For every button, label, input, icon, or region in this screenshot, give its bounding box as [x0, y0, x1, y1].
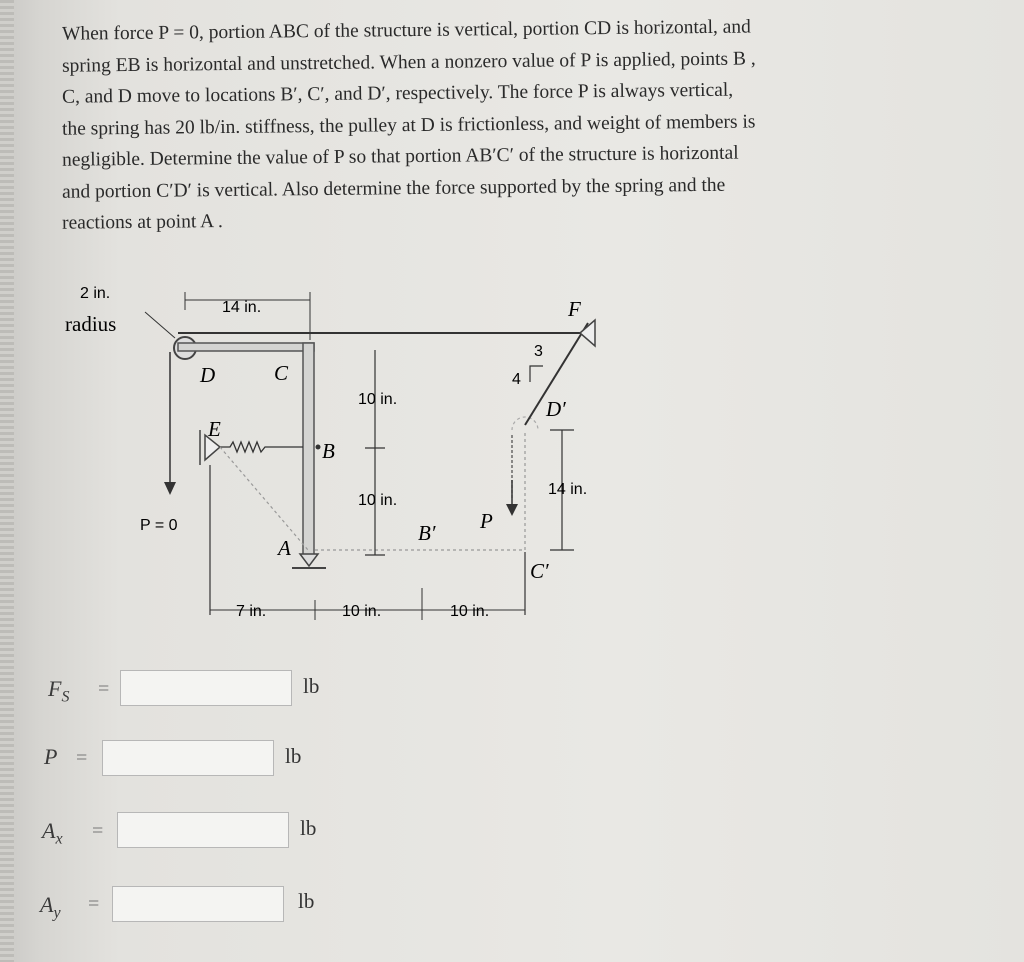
label-slope-4: 4	[512, 371, 521, 388]
paper-edge	[0, 0, 14, 962]
label-dim-10-bottom-1: 10 in.	[342, 603, 382, 620]
label-radius-2: radius	[65, 312, 117, 336]
label-p-zero: P = 0	[140, 517, 178, 534]
equals-sign: =	[88, 893, 100, 915]
problem-line: and portion C′D′ is vertical. Also determine the force supported by the spring and the	[61, 174, 726, 203]
var-fs: F	[48, 676, 62, 701]
unit-ay: lb	[298, 889, 315, 913]
problem-line: negligible. Determine the value of P so that portion AB′C′ of the structure is horizontal	[61, 142, 739, 171]
problem-line: When force P = 0, portion ABC of the structure is vertical, portion CD is horizontal, and	[61, 16, 751, 45]
label-dim-14-top: 14 in.	[222, 299, 262, 316]
member-abc	[303, 343, 314, 555]
label-d-prime: D′	[546, 397, 566, 421]
label-c: C	[274, 361, 289, 385]
support-a	[300, 554, 318, 566]
spring-eb	[220, 442, 303, 452]
unit-p: lb	[285, 744, 302, 768]
answer-fs-input[interactable]	[120, 670, 292, 706]
equals-sign: =	[76, 747, 88, 769]
label-f: F	[568, 297, 581, 321]
problem-line: the spring has 20 lb/in. stiffness, the pulley at D is frictionless, and weight of members is	[61, 110, 756, 140]
problem-statement	[62, 14, 962, 235]
unit-ax: lb	[300, 816, 317, 840]
problem-line: C, and D move to locations B′, C′, and D′, respectively. The force P is always vertical,	[61, 79, 734, 108]
var-ay-sub: y	[53, 904, 61, 922]
slope-triangle	[530, 366, 543, 382]
radius-leader	[145, 312, 175, 338]
label-b-prime: B′	[418, 521, 436, 545]
arrow-p-zero	[164, 482, 176, 495]
var-p: P	[44, 744, 58, 769]
label-p: P	[480, 509, 493, 533]
answer-p-input[interactable]	[102, 740, 274, 776]
equals-sign: =	[92, 820, 104, 842]
label-dim-10-bottom-2: 10 in.	[450, 603, 490, 620]
label-dim-10-upper: 10 in.	[358, 391, 398, 408]
problem-line: reactions at point A .	[61, 211, 223, 234]
member-cd	[178, 343, 314, 351]
label-dim-14-right: 14 in.	[548, 481, 588, 498]
label-e: E	[208, 417, 221, 441]
var-ax: A	[42, 818, 56, 843]
var-fs-sub: S	[61, 688, 70, 706]
pin-b	[316, 445, 321, 450]
label-d: D	[200, 363, 216, 387]
var-ax-sub: x	[55, 830, 63, 848]
label-c-prime: C′	[530, 559, 549, 583]
answer-ay-input[interactable]	[112, 886, 284, 922]
spring-deflected	[220, 447, 308, 550]
structure-diagram	[60, 270, 620, 630]
problem-line: spring EB is horizontal and unstretched. When a nonzero value of P is applied, points B ,	[61, 47, 756, 77]
label-radius-1: 2 in.	[80, 285, 111, 302]
equals-sign: =	[98, 678, 110, 700]
var-ay: A	[40, 892, 54, 917]
answer-ax-input[interactable]	[117, 812, 289, 848]
unit-fs: lb	[303, 674, 320, 698]
arrow-p	[506, 504, 518, 516]
label-dim-10-lower: 10 in.	[358, 492, 398, 509]
label-b: B	[322, 439, 335, 463]
label-slope-3: 3	[534, 343, 543, 360]
label-a: A	[278, 536, 291, 560]
label-dim-7: 7 in.	[236, 603, 267, 620]
